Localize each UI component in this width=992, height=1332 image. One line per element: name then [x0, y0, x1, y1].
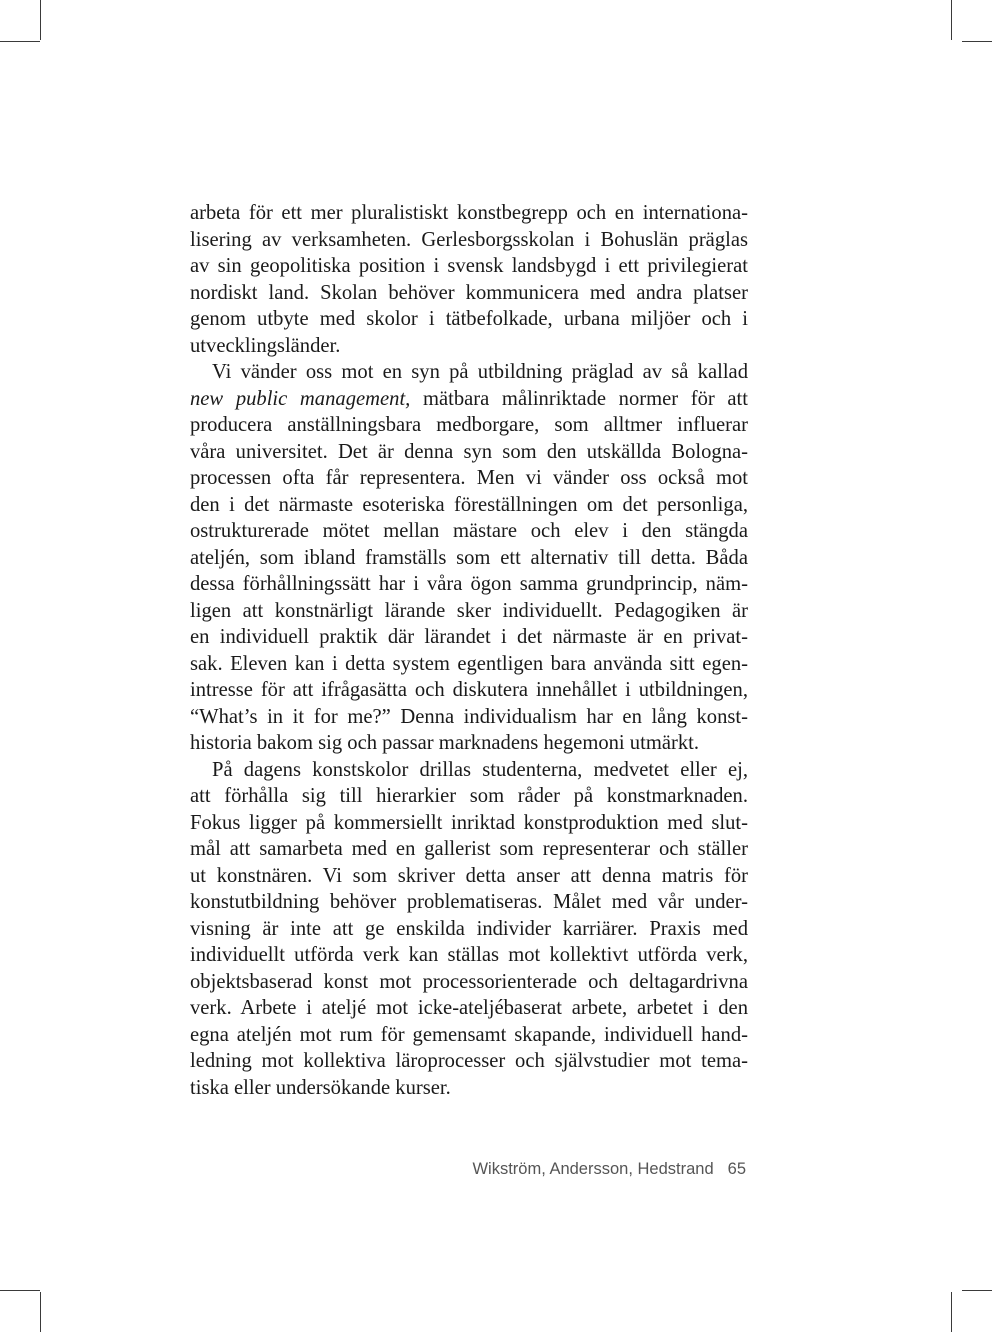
text-line: arbeta för ett mer pluralistiskt konstbegrepp och en internationa- — [190, 202, 748, 224]
text-line: lisering av verksamheten. Gerlesborgsskolan i Bohuslän präglas — [190, 228, 748, 251]
text-line: processen ofta får representera. Men vi vänder oss också mot — [190, 467, 748, 489]
text-line: egna ateljén mot rum för gemensamt skapande, individuell hand- — [190, 1023, 748, 1046]
text-line-with-italic-term: new public management, mätbara målinriktade normer för att — [190, 387, 749, 410]
text-line: utvecklingsländer. — [190, 334, 341, 357]
text-line: ateljén, som ibland framställs som ett alternativ till detta. Båda — [190, 546, 748, 569]
crop-mark-bottom-right-vertical — [951, 1292, 952, 1332]
paragraph-2 — [190, 359, 748, 757]
crop-mark-top-left-vertical — [40, 0, 41, 40]
crop-mark-top-right-horizontal — [962, 41, 992, 42]
text-line: dessa förhållningssätt har i våra ögon samma grundprincip, näm- — [190, 573, 748, 595]
text-line: ut konstnären. Vi som skriver detta anser att denna matris för — [190, 864, 748, 887]
crop-mark-top-right-vertical — [951, 0, 952, 40]
crop-mark-bottom-left-vertical — [40, 1292, 41, 1332]
text-line: individuellt utförda verk kan ställas mot kollektivt utförda verk, — [190, 944, 748, 966]
text-line: mål att samarbeta med en gallerist som representerar och ställer — [190, 838, 748, 860]
text-line: tiska eller undersökande kurser. — [190, 1076, 451, 1099]
text-line: våra universitet. Det är denna syn som den utskällda Bologna- — [190, 440, 748, 463]
text-line: den i det närmaste esoteriska föreställningen om det personliga, — [190, 493, 748, 516]
text-line: att förhålla sig till hierarkier som råder på konstmarknaden. — [190, 785, 748, 807]
crop-mark-bottom-left-horizontal — [0, 1290, 40, 1291]
crop-mark-top-left-horizontal — [0, 41, 40, 42]
text-line: ostrukturerade mötet mellan mästare och elev i den stängda — [190, 520, 748, 542]
text-line: konstutbildning behöver problematiseras. Målet med vår under- — [190, 891, 748, 913]
crop-mark-bottom-right-horizontal — [962, 1290, 992, 1291]
text-line: sak. Eleven kan i detta system egentligen bara använda sitt egen- — [190, 652, 748, 675]
text-line: objektsbaserad konst mot processorienterade och deltagardrivna — [190, 970, 748, 993]
text-line: genom utbyte med skolor i tätbefolkade, urbana miljöer och i — [190, 308, 748, 330]
text-line: ledning mot kollektiva läroprocesser och självstudier mot tema- — [190, 1050, 748, 1072]
text-line: nordiskt land. Skolan behöver kommunicera med andra platser — [190, 281, 748, 304]
text-line: producera anställningsbara medborgare, som alltmer influerar — [190, 414, 748, 436]
body-text — [190, 200, 748, 1101]
page-number: 65 — [727, 1160, 746, 1178]
text-line: ligen att konstnärligt lärande sker individuellt. Pedagogiken är — [190, 599, 748, 622]
text-line: verk. Arbete i ateljé mot icke-ateljébaserat arbete, arbetet i den — [190, 997, 748, 1019]
italic-term: new public management, — [190, 387, 411, 410]
text-line: intresse för att ifrågasätta och diskutera innehållet i utbildningen, — [190, 679, 748, 701]
text-line: av sin geopolitiska position i svensk landsbygd i ett privilegierat — [190, 255, 748, 277]
paragraph-3 — [190, 757, 748, 1102]
text-line: Fokus ligger på kommersiellt inriktad konstproduktion med slut- — [190, 811, 748, 834]
text-line: en individuell praktik där lärandet i det närmaste är en privat- — [190, 626, 748, 648]
text-line: På dagens konstskolor drillas studenterna, medvetet eller ej, — [212, 758, 748, 781]
running-footer — [472, 1160, 746, 1179]
text-line: visning är inte att ge enskilda individer karriärer. Praxis med — [190, 917, 748, 940]
text-line: historia bakom sig och passar marknadens hegemoni utmärkt. — [190, 732, 700, 754]
text-line: “What’s in it for me?” Denna individualism har en lång konst- — [190, 705, 748, 728]
text-line: Vi vänder oss mot en syn på utbildning präglad av så kallad — [212, 361, 748, 383]
footer-authors: Wikström, Andersson, Hedstrand — [472, 1160, 714, 1178]
paragraph-1 — [190, 200, 748, 359]
